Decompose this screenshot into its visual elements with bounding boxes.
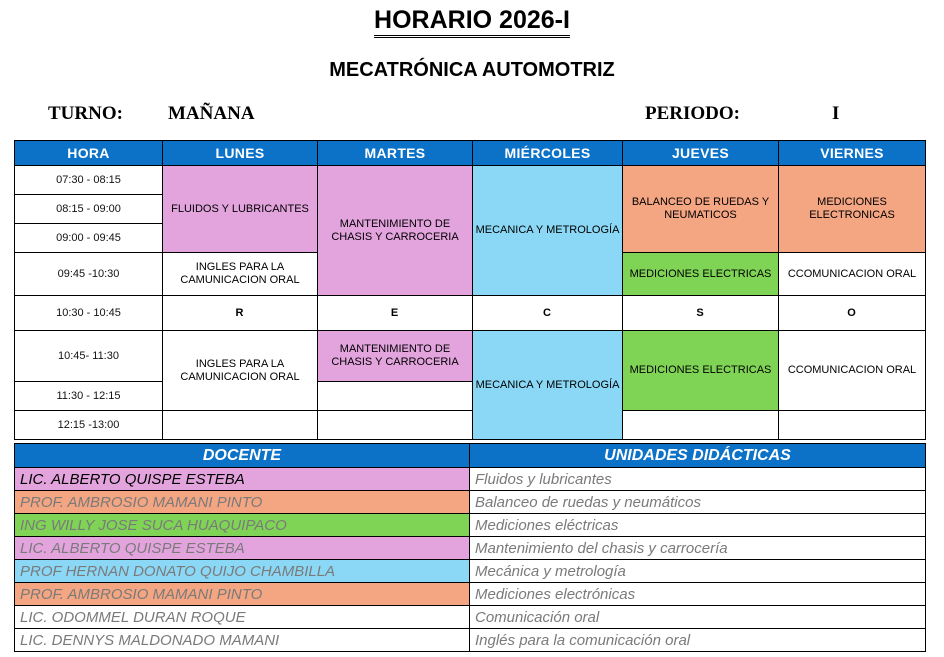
legend-header-unidades: UNIDADES DIDÁCTICAS [470,444,926,468]
receso-letter: R [163,296,318,331]
page-title-text: HORARIO 2026-I [374,6,570,38]
legend-table [14,443,926,652]
column-header-martes: MARTES [318,141,473,166]
class-cell-jueves-electricas-am[interactable]: MEDICIONES ELECTRICAS [623,253,779,296]
legend-docente-cell: PROF HERNAN DONATO QUIJO CHAMBILLA [15,560,470,583]
column-header-hora: HORA [15,141,163,166]
class-cell-viernes-comunicacion-am[interactable]: CCOMUNICACION ORAL [779,253,926,296]
schedule-table [14,140,926,440]
legend-docente-cell: LIC. ALBERTO QUISPE ESTEBA [15,537,470,560]
legend-row [15,606,926,629]
class-cell-miercoles-mecanica[interactable]: MECANICA Y METROLOGÍA [473,166,623,296]
schedule-row-receso [15,296,926,331]
schedule-row [15,411,926,440]
legend-docente-cell: PROF. AMBROSIO MAMANI PINTO [15,583,470,606]
legend-unidad-cell: Mantenimiento del chasis y carrocería [470,537,926,560]
time-slot: 10:30 - 10:45 [15,296,163,331]
class-cell-lunes-ingles-pm[interactable]: INGLES PARA LA CAMUNICACION ORAL [163,331,318,411]
class-cell-martes-chasis[interactable]: MANTENIMIENTO DE CHASIS Y CARROCERIA [318,166,473,296]
column-header-viernes: VIERNES [779,141,926,166]
schedule-header-row [15,141,926,166]
legend-row [15,629,926,652]
class-cell-viernes-electronicas[interactable]: MEDICIONES ELECTRONICAS [779,166,926,253]
time-slot: 08:15 - 09:00 [15,195,163,224]
legend-unidad-cell: Comunicación oral [470,606,926,629]
legend-unidad-cell: Mecánica y metrología [470,560,926,583]
legend-unidad-cell: Mediciones electrónicas [470,583,926,606]
legend-docente-cell: PROF. AMBROSIO MAMANI PINTO [15,491,470,514]
schedule-row [15,331,926,382]
periodo-value: I [832,103,840,124]
schedule-meta-row [0,103,944,137]
class-cell-jueves-electricas-pm[interactable]: MEDICIONES ELECTRICAS [623,331,779,411]
turno-label: TURNO: [48,103,123,124]
time-slot: 09:45 -10:30 [15,253,163,296]
class-cell-miercoles-mecanica-pm[interactable]: MECANICA Y METROLOGÍA [473,331,623,440]
legend-header-docente: DOCENTE [15,444,470,468]
column-header-lunes: LUNES [163,141,318,166]
legend-docente-cell: LIC. DENNYS MALDONADO MAMANI [15,629,470,652]
empty-cell-martes2[interactable] [318,411,473,440]
legend-unidad-cell: Mediciones eléctricas [470,514,926,537]
periodo-label: PERIODO: [645,103,740,124]
legend-docente-cell: LIC. ODOMMEL DURAN ROQUE [15,606,470,629]
legend-header-row [15,444,926,468]
empty-cell-viernes[interactable] [779,411,926,440]
class-cell-viernes-comunicacion-pm[interactable]: CCOMUNICACION ORAL [779,331,926,411]
receso-letter: O [779,296,926,331]
receso-letter: C [473,296,623,331]
legend-body [15,468,926,652]
class-cell-lunes-fluidos[interactable]: FLUIDOS Y LUBRICANTES [163,166,318,253]
class-cell-lunes-ingles-am[interactable]: INGLES PARA LA CAMUNICACION ORAL [163,253,318,296]
legend-unidad-cell: Balanceo de ruedas y neumáticos [470,491,926,514]
receso-letter: S [623,296,779,331]
legend-row [15,583,926,606]
legend-row [15,468,926,491]
receso-letter: E [318,296,473,331]
legend-row [15,491,926,514]
column-header-miercoles: MIÉRCOLES [473,141,623,166]
page-title [0,6,944,34]
schedule-row [15,166,926,195]
empty-cell-jueves[interactable] [623,411,779,440]
column-header-jueves: JUEVES [623,141,779,166]
time-slot: 11:30 - 12:15 [15,382,163,411]
legend-row [15,537,926,560]
legend-unidad-cell: Fluidos y lubricantes [470,468,926,491]
class-cell-jueves-balanceo[interactable]: BALANCEO DE RUEDAS Y NEUMATICOS [623,166,779,253]
legend-unidad-cell: Inglés para la comunicación oral [470,629,926,652]
time-slot: 12:15 -13:00 [15,411,163,440]
empty-cell-lunes[interactable] [163,411,318,440]
legend-row [15,514,926,537]
legend-docente-cell: ING WILLY JOSE SUCA HUAQUIPACO [15,514,470,537]
legend-docente-cell: LIC. ALBERTO QUISPE ESTEBA [15,468,470,491]
class-cell-martes-chasis-pm[interactable]: MANTENIMIENTO DE CHASIS Y CARROCERIA [318,331,473,382]
legend-row [15,560,926,583]
program-subtitle: MECATRÓNICA AUTOMOTRIZ [329,59,615,81]
turno-value: MAÑANA [168,103,255,124]
time-slot: 07:30 - 08:15 [15,166,163,195]
empty-cell-martes[interactable] [318,382,473,411]
time-slot: 09:00 - 09:45 [15,224,163,253]
time-slot: 10:45- 11:30 [15,331,163,382]
